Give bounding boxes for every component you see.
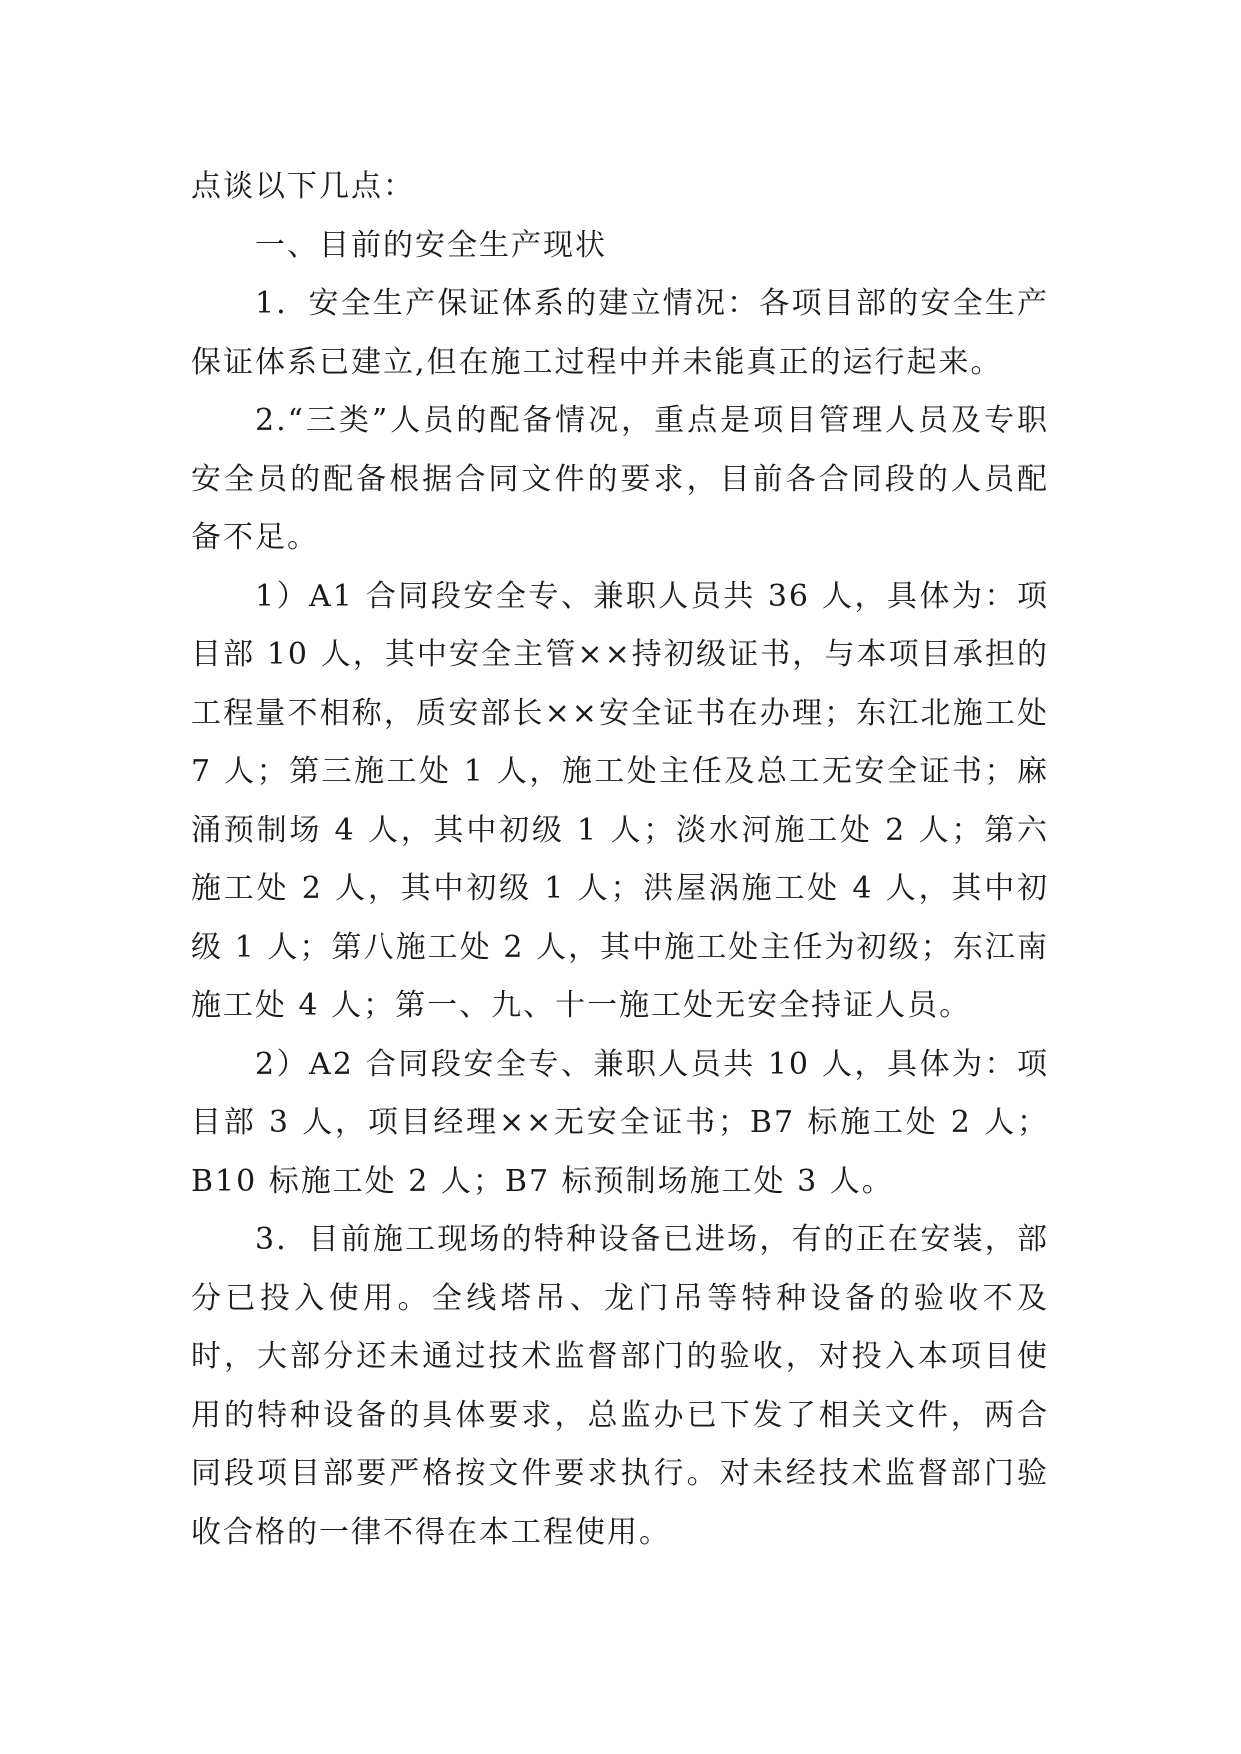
document-body	[191, 158, 1049, 1562]
section-heading-current-status: 一、目前的安全生产现状	[255, 227, 607, 263]
paragraph-item-1: 1．安全生产保证体系的建立情况：各项目部的安全生产保证体系已建立,但在施工过程中并未能真正的运行起来。	[191, 286, 1049, 380]
paragraph-subitem-a1: 1）A1 合同段安全专、兼职人员共 36 人，具体为：项目部 10 人，其中安全主管××持初级证书，与本项目承担的工程量不相称，质安部长××安全证书在办理；东江北施工处 7 人；第三施工处 1 人，施工处主任及总工无安全证书；麻涌预制场 4 人，其中初级 1 人；淡水河施工处 2 人；第六施工处 2 人，其中初级 1 人；洪屋涡施工处 4 人，其中初级 1 人；第八施工处 2 人，其中施工处主任为初级；东江南施工处 4 人；第一、九、十一施工处无安全持证人员。	[191, 578, 1049, 1023]
paragraph-intro: 点谈以下几点：	[191, 169, 415, 204]
paragraph-item-2: 2.“三类”人员的配备情况，重点是项目管理人员及专职安全员的配备根据合同文件的要求，目前各合同段的人员配备不足。	[191, 403, 1049, 555]
paragraph-item-3: 3．目前施工现场的特种设备已进场，有的正在安装，部分已投入使用。全线塔吊、龙门吊等特种设备的验收不及时，大部分还未通过技术监督部门的验收，对投入本项目使用的特种设备的具体要求，总监办已下发了相关文件，两合同段项目部要严格按文件要求执行。对未经技术监督部门验收合格的一律不得在本工程使用。	[191, 1222, 1049, 1550]
paragraph-subitem-a2: 2）A2 合同段安全专、兼职人员共 10 人，具体为：项目部 3 人，项目经理××无安全证书；B7 标施工处 2 人；B10 标施工处 2 人；B7 标预制场施工处 3 人。	[191, 1046, 1049, 1199]
